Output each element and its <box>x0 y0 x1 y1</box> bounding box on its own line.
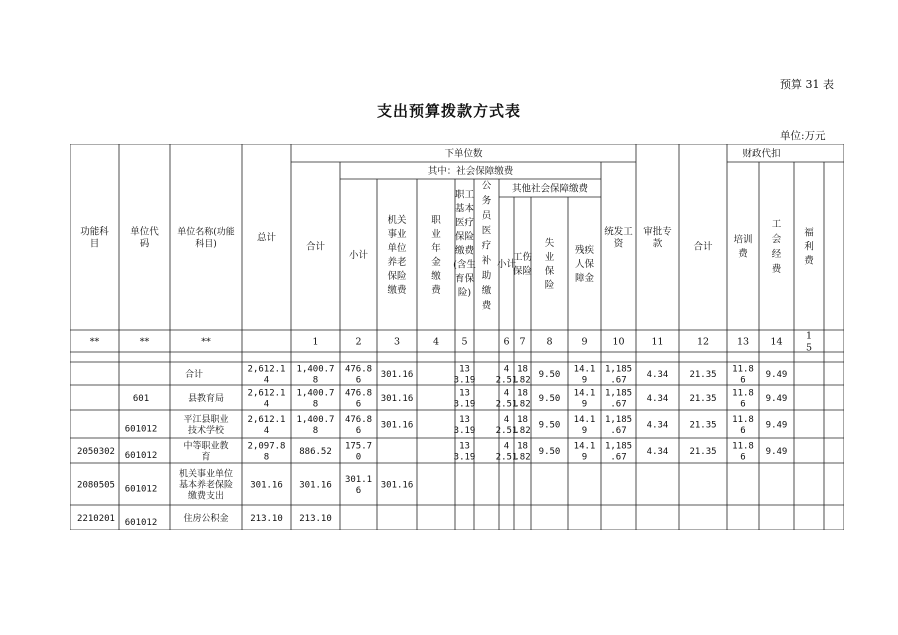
cell-unit-name: 中等职业教育 <box>183 441 229 463</box>
cell-value: 1,185 .67 <box>604 441 633 463</box>
header-other-subtotal: 小计 <box>496 259 517 270</box>
cell-value: 13 3.19 <box>453 388 476 410</box>
header-other-social: 其他社会保障缴费 <box>511 183 589 195</box>
budget-table-grid <box>70 144 844 530</box>
cell-value: 213.10 <box>250 514 283 524</box>
cell-value: 14.1 9 <box>573 441 596 463</box>
index-cell: 7 <box>519 336 526 348</box>
cell-value: 11.8 6 <box>732 364 754 386</box>
cell-value: 301.16 <box>380 480 414 491</box>
cell-code: 601012 <box>124 424 158 435</box>
cell-value: 9.49 <box>765 447 788 457</box>
cell-value: 4.34 <box>646 370 669 380</box>
cell-value: 18 .82 <box>514 441 531 463</box>
cell-value: 21.35 <box>689 447 717 457</box>
index-cell: 1 <box>312 336 319 348</box>
cell-value: 9.50 <box>538 447 561 457</box>
cell-value: 2,097.8 8 <box>247 441 286 463</box>
cell-value: 476.8 6 <box>344 364 373 386</box>
cell-value: 4 2.51 <box>495 388 518 410</box>
cell-value: 301.16 <box>380 394 414 404</box>
header-unit-name: 单位名称(功能科目) <box>177 227 235 250</box>
cell-value: 175.7 0 <box>344 441 373 463</box>
cell-value: 301.16 <box>299 480 332 491</box>
header-training: 培训费 <box>733 234 753 260</box>
cell-code: 601 <box>132 394 150 404</box>
cell-value: 2,612.1 4 <box>247 364 286 386</box>
header-injury: 工伤保险 <box>512 252 533 277</box>
cell-value: 18 .82 <box>514 415 531 436</box>
cell-value: 4.34 <box>646 420 669 431</box>
cell-unit-name: 机关事业单位基本养老保险缴费支出 <box>178 469 234 502</box>
index-cell: 8 <box>546 336 553 348</box>
index-cell: 14 <box>770 336 783 348</box>
cell-value: 4 2.51 <box>495 415 518 436</box>
cell-value: 4 2.51 <box>495 364 518 386</box>
cell-value: 1,185 .67 <box>604 415 633 436</box>
unit-label: 单位:万元 <box>780 130 826 142</box>
cell-value: 1,400.7 8 <box>296 388 335 410</box>
cell-unit-name: 合计 <box>184 370 204 380</box>
cell-value: 476.8 6 <box>344 415 373 436</box>
cell-value: 13 3.19 <box>453 441 476 463</box>
cell-value: 301.16 <box>380 420 414 431</box>
cell-code: 601012 <box>124 451 158 461</box>
cell-code: 2050302 <box>77 447 115 457</box>
header-unit-code: 单位代码 <box>130 226 159 250</box>
cell-value: 11.8 6 <box>732 388 754 410</box>
cell-value: 21.35 <box>689 394 717 404</box>
header-approval: 审批专款 <box>643 226 672 250</box>
header-fiscal-total: 合计 <box>693 241 713 253</box>
index-cell: 13 <box>736 336 750 348</box>
cell-value: 1,185 .67 <box>604 388 633 410</box>
cell-value: 18 .82 <box>514 388 531 410</box>
index-cell: 11 <box>651 336 664 348</box>
header-lower-funds: 下单位数 <box>444 148 483 160</box>
cell-value: 14.1 9 <box>573 364 596 386</box>
header-civil-medical: 公务员医疗补助缴费 <box>481 180 492 312</box>
cell-value: 9.50 <box>538 370 561 380</box>
cell-value: 1,400.7 8 <box>296 364 335 386</box>
budget-table <box>70 144 844 530</box>
index-cell: 6 <box>503 336 510 348</box>
cell-code: 2080505 <box>77 480 115 491</box>
cell-value: 11.8 6 <box>732 415 754 436</box>
index-cell: 3 <box>393 336 401 348</box>
cell-value: 301.1 6 <box>344 475 373 496</box>
index-cell: 4 <box>432 336 440 348</box>
header-unified-salary: 统发工资 <box>604 226 633 250</box>
cell-value: 2,612.1 4 <box>247 415 286 436</box>
cell-value: 11.8 6 <box>732 441 754 463</box>
cell-value: 9.50 <box>538 420 561 431</box>
header-union: 工会经费 <box>771 219 782 275</box>
header-welfare: 福利费 <box>804 227 814 267</box>
table-number: 预算 31 表 <box>780 78 834 91</box>
cell-value: 9.49 <box>765 394 788 404</box>
cell-value: 14.1 9 <box>573 415 596 436</box>
page-title: 支出预算拨款方式表 <box>376 102 521 120</box>
cell-value: 21.35 <box>689 420 717 431</box>
header-fiscal-deduct: 财政代扣 <box>742 148 781 160</box>
index-cell: ** <box>139 336 150 348</box>
cell-value: 886.52 <box>299 447 332 457</box>
header-unemployment: 失业保险 <box>544 238 555 291</box>
cell-value: 1,400.7 8 <box>296 415 335 436</box>
cell-code: 601012 <box>124 484 158 495</box>
index-cell: ** <box>89 336 100 348</box>
cell-value: 4.34 <box>646 394 669 404</box>
header-disability: 残疾人保障金 <box>574 245 595 284</box>
cell-value: 4.34 <box>646 447 669 457</box>
cell-unit-name: 平江县职业技术学校 <box>183 415 229 436</box>
index-cell: 2 <box>355 336 362 348</box>
index-cell: 12 <box>696 336 710 348</box>
cell-code: 601012 <box>124 518 158 528</box>
header-func-code: 功能科目 <box>80 226 109 250</box>
cell-value: 21.35 <box>689 370 717 380</box>
cell-value: 213.10 <box>299 514 332 524</box>
cell-value: 14.1 9 <box>573 388 596 410</box>
index-cell: ** <box>201 336 211 348</box>
index-cell: 9 <box>581 336 588 348</box>
cell-unit-name: 住房公积金 <box>183 514 229 524</box>
header-subtotal: 小计 <box>348 250 369 261</box>
index-cell: 10 <box>612 336 625 348</box>
cell-value: 9.49 <box>765 370 788 380</box>
cell-value: 13 3.19 <box>453 415 476 436</box>
header-total: 总计 <box>256 232 277 244</box>
cell-value: 1,185 .67 <box>604 364 633 386</box>
cell-value: 9.49 <box>765 420 788 431</box>
header-occupational: 职业年金缴费 <box>431 215 441 296</box>
header-pension: 机关事业单位养老保险缴费 <box>387 215 407 296</box>
cell-value: 476.8 6 <box>344 388 373 410</box>
header-social-security: 其中：社会保障缴费 <box>427 166 514 177</box>
cell-value: 18 .82 <box>514 364 531 386</box>
header-sum: 合计 <box>305 241 326 253</box>
cell-value: 301.16 <box>380 370 414 380</box>
cell-value: 301.16 <box>250 480 283 491</box>
cell-value: 9.50 <box>538 394 561 404</box>
index-cell: 5 <box>461 336 468 348</box>
index-cell: 1 5 <box>805 330 813 354</box>
cell-value: 4 2.51 <box>495 441 518 463</box>
cell-value: 2,612.1 4 <box>247 388 286 410</box>
cell-code: 2210201 <box>77 514 115 524</box>
cell-value: 13 3.19 <box>453 364 476 386</box>
header-medical: 职工基本医疗保险缴费(含生育保险) <box>453 189 476 299</box>
cell-unit-name: 县教育局 <box>187 394 225 404</box>
